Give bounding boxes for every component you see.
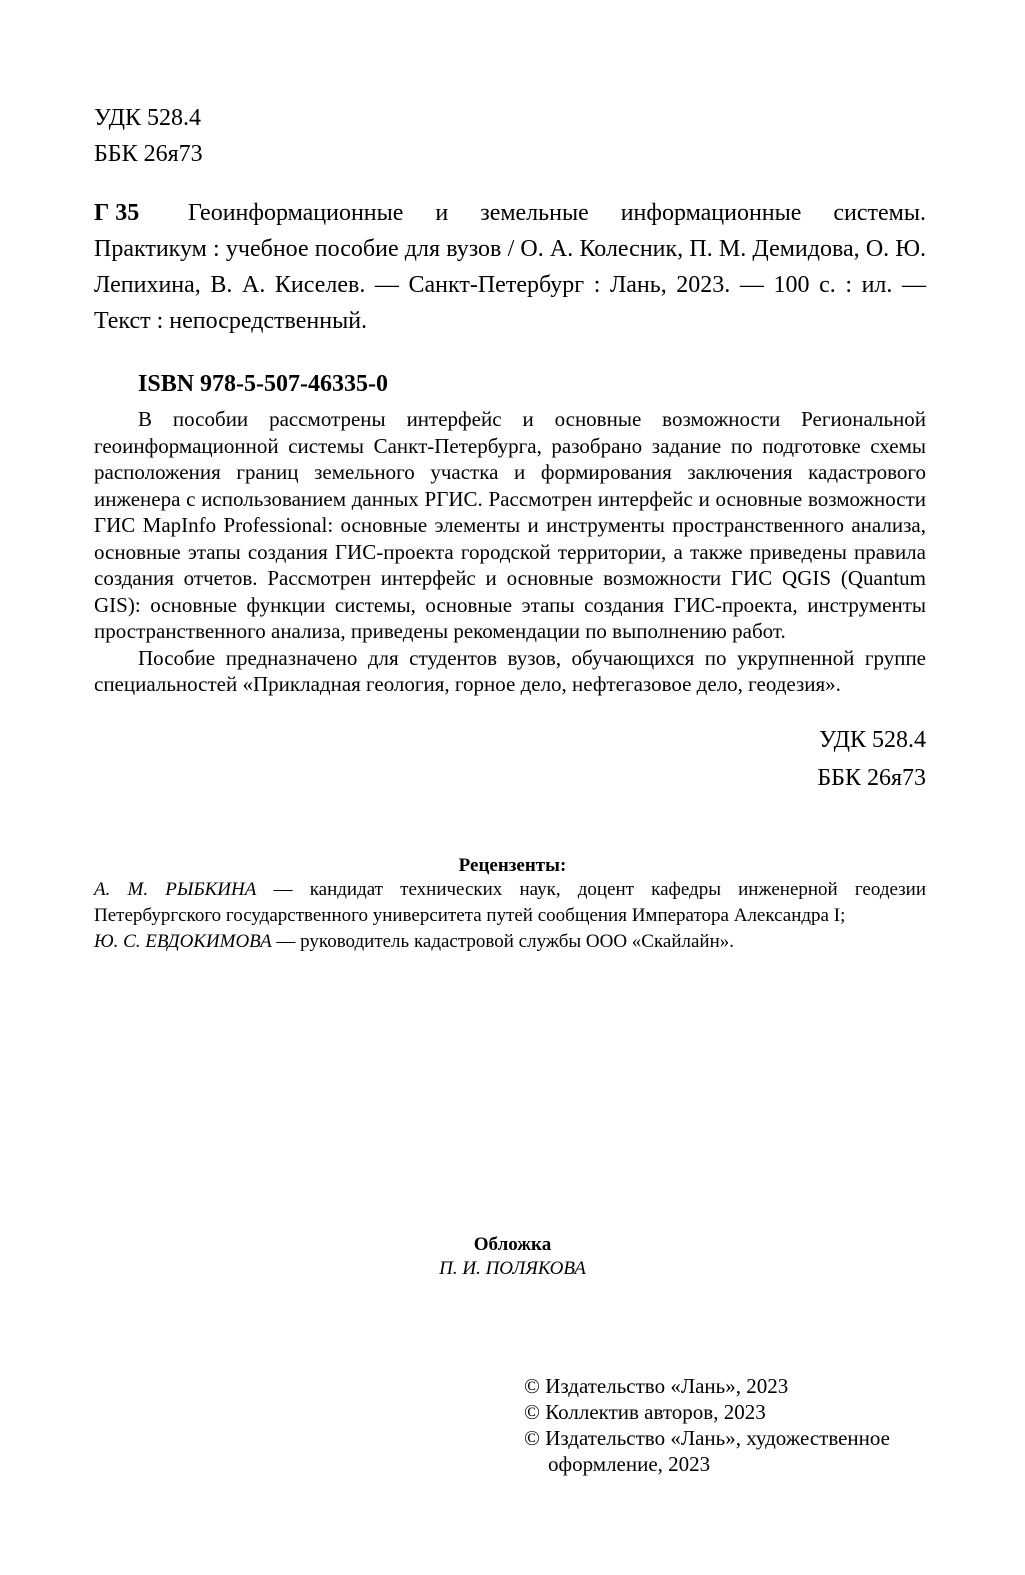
catalog-code: Г 35	[94, 200, 140, 226]
reviewer-2-name: Ю. С. ЕВДОКИМОВА	[94, 931, 272, 952]
cover-heading: Обложка	[473, 1234, 552, 1255]
reviewer-1	[94, 877, 926, 929]
annotation-paragraph-2: Пособие предназначено для студентов вузов, обучающихся по укрупненной группе специальностей «Прикладная геология, горное дело, нефтегазовое дело, геодезия».	[94, 645, 926, 696]
copyright-line-3: © Издательство «Лань», художественное	[524, 1426, 890, 1450]
isbn: ISBN 978-5-507-46335-0	[138, 371, 388, 397]
reviewers-heading: Рецензенты:	[458, 855, 567, 876]
udk-right: УДК 528.4	[819, 727, 926, 753]
reviewer-1-name: А. М. РЫБКИНА	[94, 879, 257, 900]
cover-designer: П. И. ПОЛЯКОВА	[439, 1258, 586, 1279]
annotation-paragraph-1: В пособии рассмотрены интерфейс и основные возможности Региональной геоинформационной системы Санкт-Петербурга, разобрано задание по подготовке схемы расположения границ земельного участка и формирования заключения кадастрового инженера с использованием данных РГИС. Рассмотрен интерфейс и основные возможности ГИС MapInfo Professional: основные элементы и инструменты пространственного анализа, основные этапы создания ГИС-проекта городской территории, а также приведены правила создания отчетов. Рассмотрен интерфейс и основные возможности ГИС QGIS (Quantum GIS): основные функции системы, основные этапы создания ГИС-проекта, инструменты пространственного анализа, приведены рекомендации по выполнению работ.	[94, 407, 926, 643]
udk-top: УДК 528.4	[94, 105, 201, 131]
reviewers-list	[94, 877, 926, 955]
bbk-right: ББК 26я73	[817, 765, 926, 791]
bbk-top: ББК 26я73	[94, 141, 203, 167]
copyright-line-4: оформление, 2023	[548, 1452, 711, 1476]
copyright-line-2: © Коллектив авторов, 2023	[524, 1400, 766, 1424]
copyright-block	[524, 1373, 890, 1477]
catalog-entry: Геоинформационные и земельные информационные системы. Практикум : учебное пособие для вузов / О. А. Колесник, П. М. Демидова, О. Ю. Лепихина, В. А. Киселев. — Санкт-Петербург : Лань, 2023. — 100 с. : ил. — Текст : непосредственный.	[94, 200, 926, 334]
annotation	[94, 406, 926, 698]
reviewer-2-text: — руководитель кадастровой службы ООО «Скайлайн».	[271, 931, 735, 952]
copyright-line-1: © Издательство «Лань», 2023	[524, 1374, 789, 1398]
reviewer-1-text: — кандидат технических наук, доцент кафедры инженерной геодезии Петербургского государственного университета путей сообщения Императора Александра I;	[94, 879, 926, 926]
reviewer-2	[94, 929, 926, 955]
